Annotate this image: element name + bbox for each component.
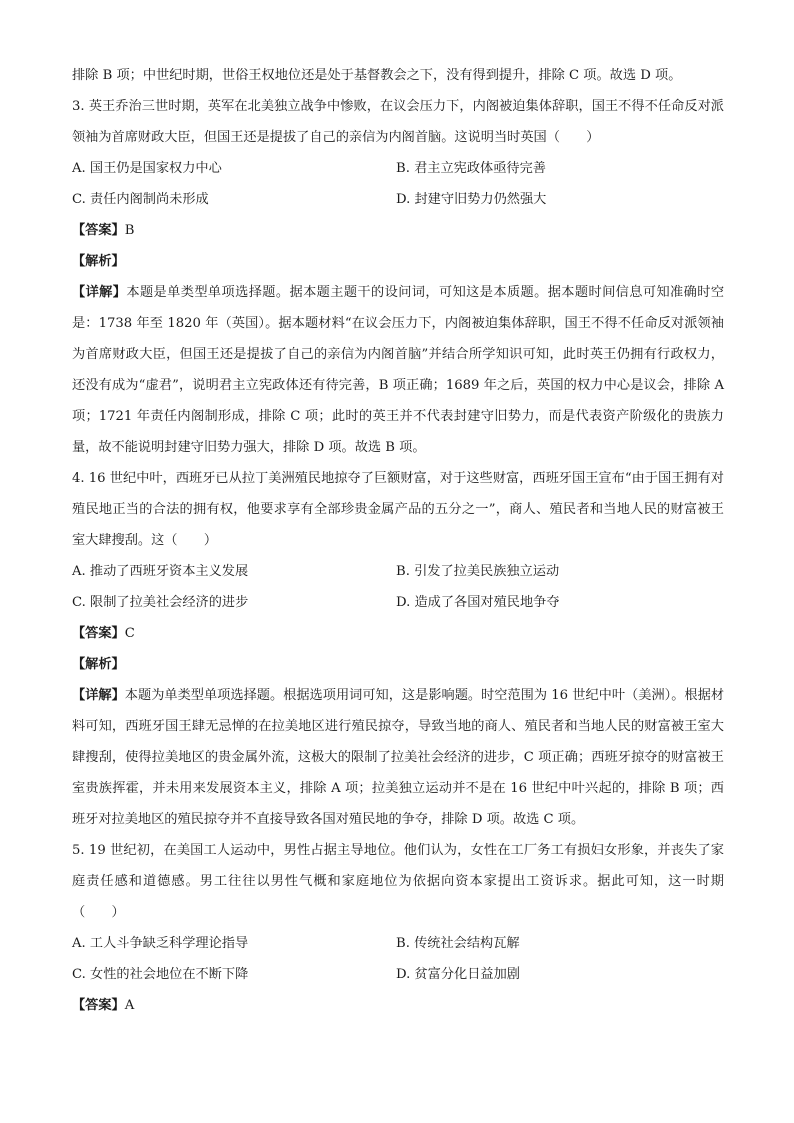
- question-stem: 3. 英王乔治三世时期，英军在北美独立战争中惨败，在议会压力下，内阁被迫集体辞职，国王不得不任命反对派领袖为首席财政大臣，但国王还是提拔了自己的亲信为内阁首脑。这说明当时英国（ ）: [72, 99, 724, 145]
- option-a: A. 推动了西班牙资本主义发展: [72, 564, 249, 579]
- detail-text: 本题是单类型单项选择题。据本题主题干的设问词，可知这是本质题。据本题时间信息可知准确时空是：1738 年至 1820 年（英国）。据本题材料“在议会压力下，内阁被迫集体辞职，国王不得不任命反对派领袖为首席财政大臣，但国王还是提拔了自己的亲信为内阁首脑”并结合所学知识可知，此时英王仍拥有行政权力，还没有成为“虚君”，说明君主立宪政体还有待完善，B 项正确；1689 年之后，英国的权力中心是议会，排除 A 项；1721 年责任内阁制形成，排除 C 项；此时的英王并不代表封建守旧势力，而是代表资产阶级化的贵族力量，故不能说明封建守旧势力强大，排除 D 项。故选 B 项。: [72, 285, 725, 455]
- detail-text: 本题为单类型单项选择题。根据选项用词可知，这是影响题。时空范围为 16 世纪中叶（美洲）。根据材料可知，西班牙国王肆无忌惮的在拉美地区进行殖民掠夺，导致当地的商人、殖民者和当地人民的财富被王室大肆搜刮，使得拉美地区的贵金属外流，这极大的限制了拉美社会经济的进步，C 项正确；西班牙掠夺的财富被王室贵族挥霍，并未用来发展资本主义，排除 A 项；拉美独立运动并不是在 16 世纪中叶兴起的，排除 B 项；西班牙对拉美地区的殖民掠夺并不直接导致各国对殖民地的争夺，排除 D 项。故选 C 项。: [72, 688, 725, 827]
- options-grid: [72, 556, 724, 618]
- option-c: C. 限制了拉美社会经济的进步: [72, 595, 249, 610]
- answer-tag: 【答案】: [72, 626, 125, 641]
- question-stem: 4. 16 世纪中叶，西班牙已从拉丁美洲殖民地掠夺了巨额财富，对于这些财富，西班牙国王宣布“由于国王拥有对殖民地正当的合法的拥有权，他要求享有全部珍贵金属产品的五分之一”，商人、殖民者和当地人民的财富被王室大肆搜刮。这（ ）: [72, 471, 724, 548]
- intro-paragraph: 排除 B 项；中世纪时期，世俗王权地位还是处于基督教会之下，没有得到提升，排除 C 项。故选 D 项。: [72, 68, 682, 83]
- answer-tag: 【答案】: [72, 998, 125, 1013]
- options-grid: [72, 153, 724, 215]
- answer-line: [72, 215, 724, 246]
- option-c: C. 女性的社会地位在不断下降: [72, 967, 249, 982]
- answer-line: [72, 618, 724, 649]
- detail-paragraph: [72, 680, 724, 835]
- analysis-heading: 【解析】: [72, 254, 125, 269]
- option-b: B. 引发了拉美民族独立运动: [396, 564, 560, 579]
- answer-value: B: [124, 223, 135, 238]
- option-b: B. 君主立宪政体亟待完善: [396, 161, 546, 176]
- option-d: D. 封建守旧势力仍然强大: [396, 192, 547, 207]
- options-grid: [72, 928, 724, 990]
- answer-value: C: [124, 626, 135, 641]
- answer-tag: 【答案】: [72, 223, 125, 238]
- option-b: B. 传统社会结构瓦解: [396, 936, 520, 951]
- question-stem: 5. 19 世纪初，在美国工人运动中，男性占据主导地位。他们认为，女性在工厂务工有损妇女形象，并丧失了家庭责任感和道德感。男工往往以男性气概和家庭地位为依据向资本家提出工资诉求。据此可知，这一时期（ ）: [72, 843, 724, 920]
- question-4: [72, 463, 724, 835]
- option-a: A. 工人斗争缺乏科学理论指导: [72, 936, 249, 951]
- answer-line: [72, 990, 724, 1021]
- detail-tag: 【详解】: [72, 285, 127, 300]
- option-d: D. 造成了各国对殖民地争夺: [396, 595, 560, 610]
- detail-paragraph: [72, 277, 724, 463]
- document-page: [72, 60, 724, 1021]
- answer-value: A: [124, 998, 135, 1013]
- option-c: C. 责任内阁制尚未形成: [72, 192, 209, 207]
- detail-tag: 【详解】: [72, 688, 125, 703]
- option-d: D. 贫富分化日益加剧: [396, 967, 520, 982]
- question-3: [72, 91, 724, 463]
- option-a: A. 国王仍是国家权力中心: [72, 161, 222, 176]
- analysis-heading: 【解析】: [72, 657, 125, 672]
- question-5: [72, 835, 724, 1021]
